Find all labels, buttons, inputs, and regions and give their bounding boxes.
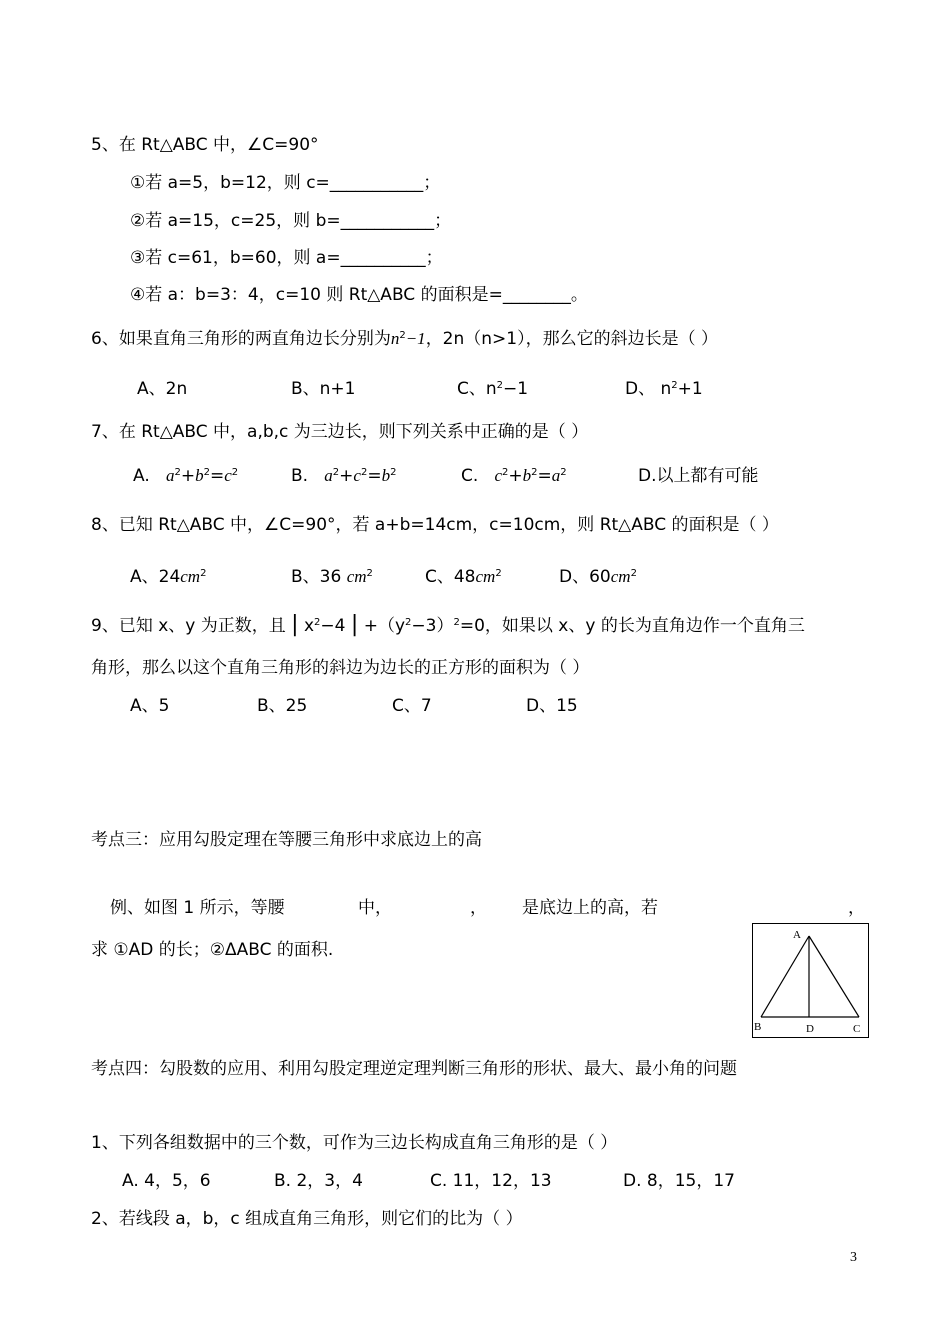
figure-triangle (752, 923, 869, 1038)
section3-example-d: 是底边上的高，若 (522, 898, 658, 918)
q6-option-c: C、$n^2-1$ (457, 379, 529, 399)
s4-q1-stem: 1、下列各组数据中的三个数，可作为三边长构成直角三角形的是（ ） (91, 1133, 618, 1153)
q7-stem: 7、在 Rt△ABC 中，a,b,c 为三边长，则下列关系中正确的是（ ） (91, 422, 589, 442)
s4-q1-option-c: C. 11，12，13 (430, 1171, 552, 1191)
section3-example-c: ， (470, 898, 487, 918)
q8-stem: 8、已知 Rt△ABC 中，∠C=90°，若 a+b=14cm，c=10cm，则 Rt△ABC 的面积是（ ） (91, 515, 779, 535)
q5-sub3: ③若 c=61，b=60，则 a=__________； (130, 248, 443, 268)
s4-q1-option-d: D. 8，15，17 (623, 1171, 735, 1191)
vertex-label-d: D (806, 1023, 814, 1035)
q8-option-d: D、$60cm^2$ (559, 567, 637, 587)
q7-option-c: C. $c^2+b^2=a^2$ (461, 466, 567, 486)
q5-stem: 5、在 Rt△ABC 中，∠C=90° (91, 135, 319, 155)
q6-option-d: D、 $n^2+1$ (625, 379, 703, 399)
q7-option-a: A. $a^2+b^2=c^2$ (133, 466, 239, 486)
q9-option-d: D、15 (526, 696, 578, 716)
q5-sub1: ①若 a=5，b=12，则 c=___________； (130, 173, 441, 193)
q6-option-b: B、n+1 (291, 379, 356, 399)
side-ab (761, 936, 809, 1017)
triangle-diagram (753, 924, 868, 1037)
q7-option-b: B. $a^2+c^2=b^2$ (291, 466, 397, 486)
section3-example-e: ， (848, 898, 865, 918)
abs-bar-right: | (350, 612, 359, 637)
q6-stem: 6、如果直角三角形的两直角边长分别为$n^2-1$，2n（n>1），那么它的斜边长是（ ） (91, 329, 719, 349)
s4-q1-option-a: A. 4，5，6 (122, 1171, 211, 1191)
q9-stem-line2: 角形，那么以这个直角三角形的斜边为边长的正方形的面积为（ ） (91, 658, 590, 678)
s4-q2-stem: 2、若线段 a，b，c 组成直角三角形，则它们的比为（ ） (91, 1209, 523, 1229)
side-ac (809, 936, 859, 1017)
q5-sub2: ②若 a=15，c=25，则 b=___________； (130, 211, 452, 231)
vertex-label-b: B (754, 1021, 762, 1033)
q9-option-a: A、5 (130, 696, 170, 716)
vertex-label-c: C (853, 1023, 861, 1035)
q9-option-b: B、25 (257, 696, 308, 716)
q7-option-d: D.以上都有可能 (638, 466, 759, 486)
section3-title: 考点三：应用勾股定理在等腰三角形中求底边上的高 (91, 830, 482, 850)
section3-example-line2: 求 ①AD 的长；②ΔABC 的面积. (91, 940, 334, 960)
section3-example-b: 中， (358, 898, 392, 918)
section3-example-a: 例、如图 1 所示，等腰 (110, 898, 285, 918)
q8-option-a: A、$24cm^2$ (130, 567, 207, 587)
vertex-label-a: A (793, 929, 801, 941)
page-number: 3 (850, 1250, 857, 1265)
abs-bar-left: | (291, 612, 299, 637)
q6-option-a: A、2n (137, 379, 188, 399)
q9-option-c: C、7 (392, 696, 432, 716)
section4-title: 考点四：勾股数的应用、利用勾股定理逆定理判断三角形的形状、最大、最小角的问题 (91, 1059, 737, 1079)
q5-sub4: ④若 a：b=3：4，c=10 则 Rt△ABC 的面积是=________。 (130, 285, 588, 305)
q9-stem-line1: 9、已知 x、y 为正数，且 | $x^2-4$ | $+(y^2-3)^2=0$，如果以 x、y 的长为直角边作一个直角三 (91, 612, 805, 637)
q8-option-b: B、36 $cm^2$ (291, 567, 373, 587)
s4-q1-option-b: B. 2，3，4 (274, 1171, 363, 1191)
q8-option-c: C、$48cm^2$ (425, 567, 502, 587)
